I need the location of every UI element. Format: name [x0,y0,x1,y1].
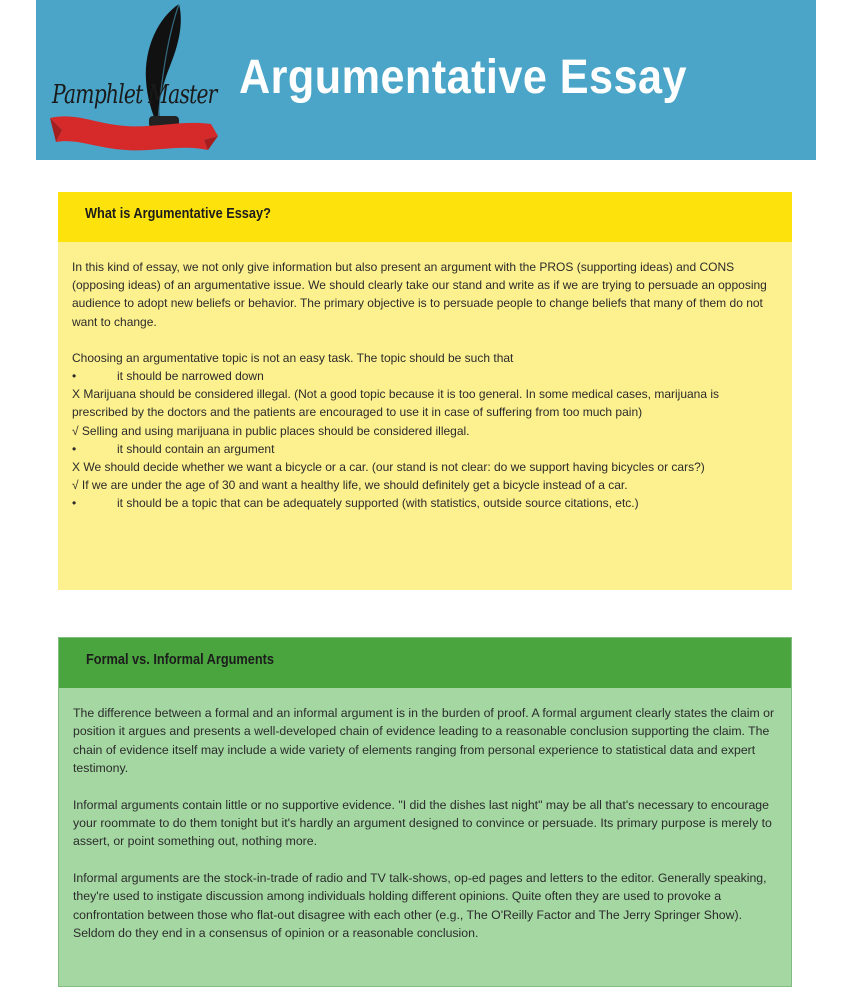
topic-guidelines [72,349,778,513]
bad-example: X We should decide whether we want a bicycle or a car. (our stand is not clear: do we support having bicycles or cars?) [72,460,705,475]
bullet-item [72,440,778,458]
guideline-intro: Choosing an argumentative topic is not an easy task. The topic should be such that [72,350,514,365]
page-title: Argumentative Essay [239,51,687,104]
bullet-item [72,367,778,385]
section-formal-vs-informal [58,637,792,987]
bullet-text: it should be narrowed down [117,369,264,384]
pamphlet-master-logo [46,0,221,160]
section-header [58,192,792,242]
section-title: Formal vs. Informal Arguments [86,651,274,668]
bullet-mark: • [72,441,77,456]
paragraph: Informal arguments are the stock-in-trade of radio and TV talk-shows, op-ed pages and letters to the editor. Generally speaking, they're used to instigate discussion among individuals holding different opinions. Quite often they are used to provoke a confrontation between those who flat-out disagree with each other (e.g., The O'Reilly Factor and The Jerry Springer Show). Seldom do they end in a consensus of opinion or a reasonable conclusion. [73,870,767,941]
page-header [36,0,816,160]
good-example: √ If we are under the age of 30 and want a healthy life, we should definitely get a bicycle instead of a car. [72,478,628,493]
section-body [58,242,792,513]
section-body [59,688,791,942]
logo-text: Pamphlet Master [52,80,217,110]
good-example: √ Selling and using marijuana in public places should be considered illegal. [72,423,470,438]
paragraph: Informal arguments contain little or no supportive evidence. "I did the dishes last night" may be all that's necessary to encourage your roommate to do them tonight but it's hardly an argument designed to convince or persuade. Its primary purpose is merely to assert, or point something out, nothing more. [73,797,772,849]
section-title: What is Argumentative Essay? [85,205,271,222]
section-header [59,638,791,688]
bullet-text: it should be a topic that can be adequately supported (with statistics, outside source citations, etc.) [117,496,639,511]
bullet-text: it should contain an argument [117,441,275,456]
bad-example: X Marijuana should be considered illegal. (Not a good topic because it is too general. In some medical cases, marijuana is prescribed by the doctors and the patients are encouraged to use it in case of suffering from too much pain) [72,387,720,420]
bullet-mark: • [72,496,77,511]
section-what-is-argumentative-essay [58,192,792,590]
bullet-item [72,494,778,512]
paragraph: The difference between a formal and an informal argument is in the burden of proof. A formal argument clearly states the claim or position it argues and presents a well-developed chain of evidence leading to a reasonable conclusion supporting the claim. The chain of evidence itself may include a wide variety of elements ranging from personal experience to statistical data and expert testimony. [73,706,775,776]
bullet-mark: • [72,369,77,384]
intro-paragraph: In this kind of essay, we not only give information but also present an argument with the PROS (supporting ideas) and CONS (opposing ideas) of an argumentative issue. We should clearly take our stand and write as if we are trying to persuade an opposing audience to adopt new beliefs or behavior. The primary objective is to persuade people to change beliefs that many of them do not want to change. [72,260,767,329]
